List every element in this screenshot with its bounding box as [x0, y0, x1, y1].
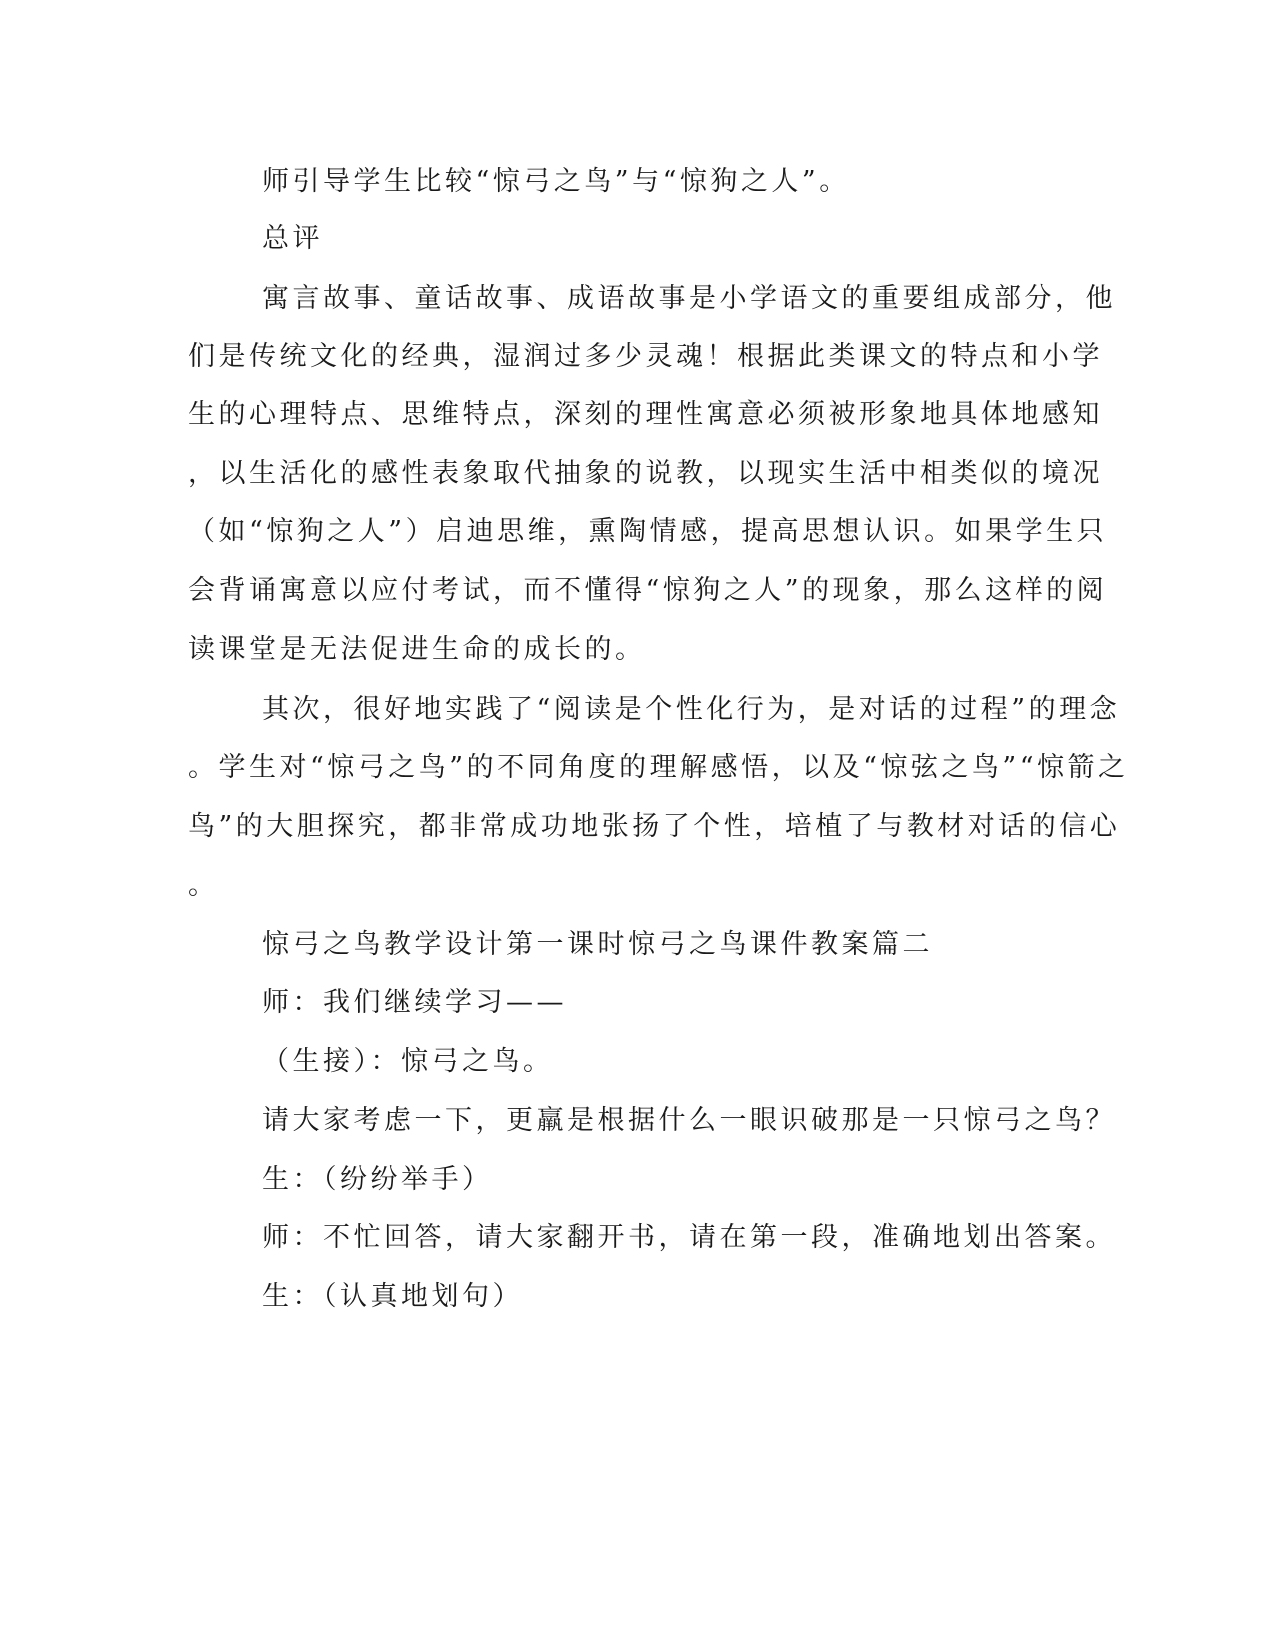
text-line: 请大家考虑一下，更羸是根据什么一眼识破那是一只惊弓之鸟？	[262, 1105, 1116, 1136]
text-line: 鸟”的大胆探究，都非常成功地张扬了个性，培植了与教材对话的信心	[188, 811, 1121, 842]
text-line: 师：不忙回答，请大家翻开书，请在第一段，准确地划出答案。	[262, 1222, 1116, 1253]
text-line: 师：我们继续学习——	[262, 987, 567, 1018]
text-line: 师引导学生比较“惊弓之鸟”与“惊狗之人”。	[262, 166, 850, 197]
text-line: 读课堂是无法促进生命的成长的。	[188, 634, 646, 665]
text-line: （如“惊狗之人”）启迪思维，熏陶情感，提高思想认识。如果学生只	[188, 516, 1108, 547]
text-line: 会背诵寓意以应付考试，而不懂得“惊狗之人”的现象，那么这样的阅	[188, 575, 1108, 606]
text-line: 生：（认真地划句）	[262, 1281, 523, 1312]
text-line: 寓言故事、童话故事、成语故事是小学语文的重要组成部分，他	[262, 283, 1116, 314]
text-line: 生的心理特点、思维特点，深刻的理性寓意必须被形象地具体地感知	[188, 399, 1103, 430]
text-line: 其次，很好地实践了“阅读是个性化行为，是对话的过程”的理念	[262, 694, 1121, 725]
section-heading: 惊弓之鸟教学设计第一课时惊弓之鸟课件教案篇二	[262, 929, 933, 960]
text-line: 。	[188, 870, 219, 901]
text-line: 生：（纷纷举手）	[262, 1164, 493, 1195]
text-line: （生接）：惊弓之鸟。	[262, 1046, 554, 1077]
text-line: ，以生活化的感性表象取代抽象的说教，以现实生活中相类似的境况	[188, 458, 1103, 489]
section-heading: 总评	[262, 223, 323, 254]
text-line: 。学生对“惊弓之鸟”的不同角度的理解感悟，以及“惊弦之鸟”“惊箭之	[188, 752, 1129, 783]
text-line: 们是传统文化的经典，湿润过多少灵魂！根据此类课文的特点和小学	[188, 341, 1103, 372]
